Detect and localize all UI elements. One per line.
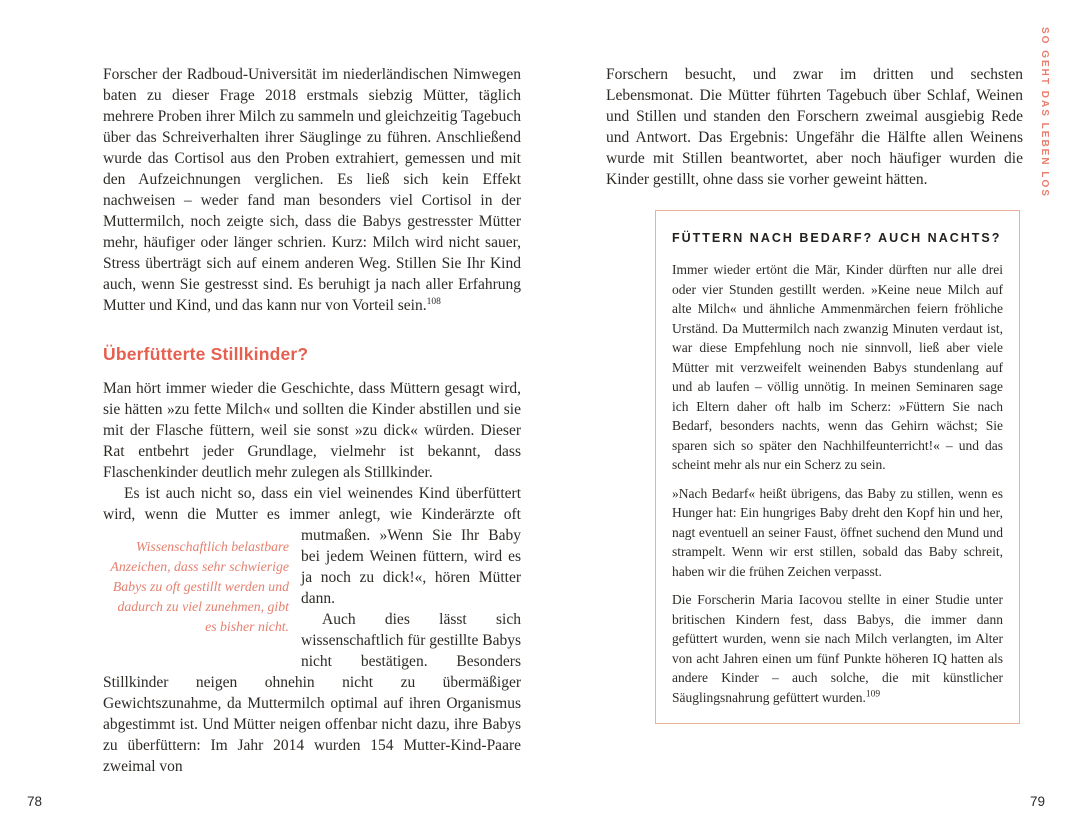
pull-quote: Wissenschaftlich belastbare Anzeichen, dass sehr schwierige Babys zu oft gestillt werden und dadurch zu viel zunehmen, gibt es bisher nicht. bbox=[110, 539, 289, 634]
paragraph bbox=[103, 64, 521, 316]
paragraph-text: Die Forscherin Maria Iacovou stellte in einer Studie unter britischen Kindern fest, dass Babys, die immer dann gefüttert wurden, wenn sie nach Milch verlangten, im Alter von acht Jahren einen um fünf Punkte höheren IQ hatten als andere Kinder – auch solche, die mit künstlicher Säuglingsnahrung gefüttert wurden. bbox=[672, 592, 1003, 705]
footnote-marker: 108 bbox=[426, 296, 441, 307]
info-box-paragraph bbox=[672, 590, 1003, 707]
right-page bbox=[606, 64, 1023, 724]
paragraph: Forschern besucht, und zwar im dritten und sechsten Lebensmonat. Die Mütter führten Tagebuch über Schlaf, Weinen und Stillen und standen den Forschern zweimal ausgiebig Rede und Antwort. Das Ergebnis: Ungefähr die Hälfte allen Weinens wurde mit Stillen beantwortet, aber noch häufiger wurden die Kinder gestillt, ohne dass sie vorher geweint hätten. bbox=[606, 66, 1023, 188]
paragraph-text: Forscher der Radboud-Universität im niederländischen Nimwegen baten zu dieser Frage 2018 erstmals siebzig Mütter, täglich mehrere Proben ihrer Milch zu sammeln und gleichzeitig Tagebuch über das Schreiverhalten ihrer Säuglinge zu führen. Anschließend wurde das Cortisol aus den Proben extrahiert, gemessen und mit den Aufzeichnungen verglichen. Es ließ sich kein Effekt nachweisen – weder fand man besonders viel Cortisol in der Muttermilch, noch zeigte sich, dass die Babys gestresster Mütter mehr, häufiger oder länger schrien. Kurz: Milch wird nicht sauer, Stress überträgt sich auf einem anderen Weg. Stillen Sie Ihr Kind auch, wenn Sie gestresst sind. Es beruhigt ja nach aller Erfahrung Mutter und Kind, und das kann nur von Vorteil sein. bbox=[103, 66, 521, 314]
footnote-marker: 109 bbox=[865, 689, 881, 699]
info-box-paragraph: Immer wieder ertönt die Mär, Kinder dürften nur alle drei oder vier Stunden gestillt werden. »Keine neue Milch auf alte Milch« und ähnliche Ammenmärchen feiern fröhliche Urständ. Da Muttermilch nach zwanzig Minuten verdaut ist, war diese Empfehlung noch nie sinnvoll, ließ aber viele Mütter mit verzweifelt weinenden Babys stundenlang auf und ab laufen – völlig unnötig. In meinen Seminaren sage ich Eltern daher oft halb im Scherz: »Füttern Sie nach Bedarf, besonders nachts, wenn das Gehirn wächst; Sie sparen sich so später den Nachhilfeunterricht!« – und das scheint mehr als nur ein Scherz zu sein. bbox=[672, 262, 1003, 472]
left-page bbox=[103, 64, 521, 777]
paragraph: Auch dies lässt sich wissenschaftlich für gestillte Babys nicht bestätigen. Besonders Stillkinder neigen ohnehin nicht zu übermäßiger Gewichtszunahme, da Muttermilch optimal auf ihren Organismus abgestimmt ist. Und Mütter neigen offenbar nicht dazu, ihre Babys zu überfüttern: Im Jahr 2014 wurden 154 Mutter-Kind-Paare zweimal von bbox=[103, 611, 521, 775]
paragraph: Es ist auch nicht so, dass ein viel weinendes Kind überfüttert wird, wenn die Mutter es immer anlegt, wie Kinderärzte oft mutmaßen. »Wenn Sie Ihr Baby bei jedem Weinen füttern, wird es ja noch zu dick!«, hören Mütter dann. bbox=[103, 485, 521, 607]
info-box-title: FÜTTERN NACH BEDARF? AUCH NACHTS? bbox=[672, 231, 1002, 245]
section-heading: Überfütterte Stillkinder? bbox=[103, 344, 309, 364]
running-head: SO GEHT DAS LEBEN LOS bbox=[1039, 27, 1050, 198]
paragraph: Man hört immer wieder die Geschichte, dass Müttern gesagt wird, sie hätten »zu fette Milch« und sollten die Kinder abstillen und sie mit der Flasche füttern, weil sie sonst »zu dick« würden. Dieser Rat entbehrt jeder Grundlage, vielmehr ist bekannt, dass Flaschenkinder deutlich mehr zulegen als Stillkinder. bbox=[103, 380, 521, 481]
info-box bbox=[655, 210, 1020, 724]
page-number-right: 79 bbox=[1030, 794, 1046, 809]
page-number-left: 78 bbox=[27, 794, 43, 809]
info-box-paragraph: »Nach Bedarf« heißt übrigens, das Baby zu stillen, wenn es Hunger hat: Ein hungriges Baby dreht den Kopf hin und her, nagt eventuell an seiner Faust, öffnet suchend den Mund und strampelt. Wenn wir erst stillen, sobald das Baby schreit, haben wir die frühen Zeichen verpasst. bbox=[672, 485, 1003, 579]
